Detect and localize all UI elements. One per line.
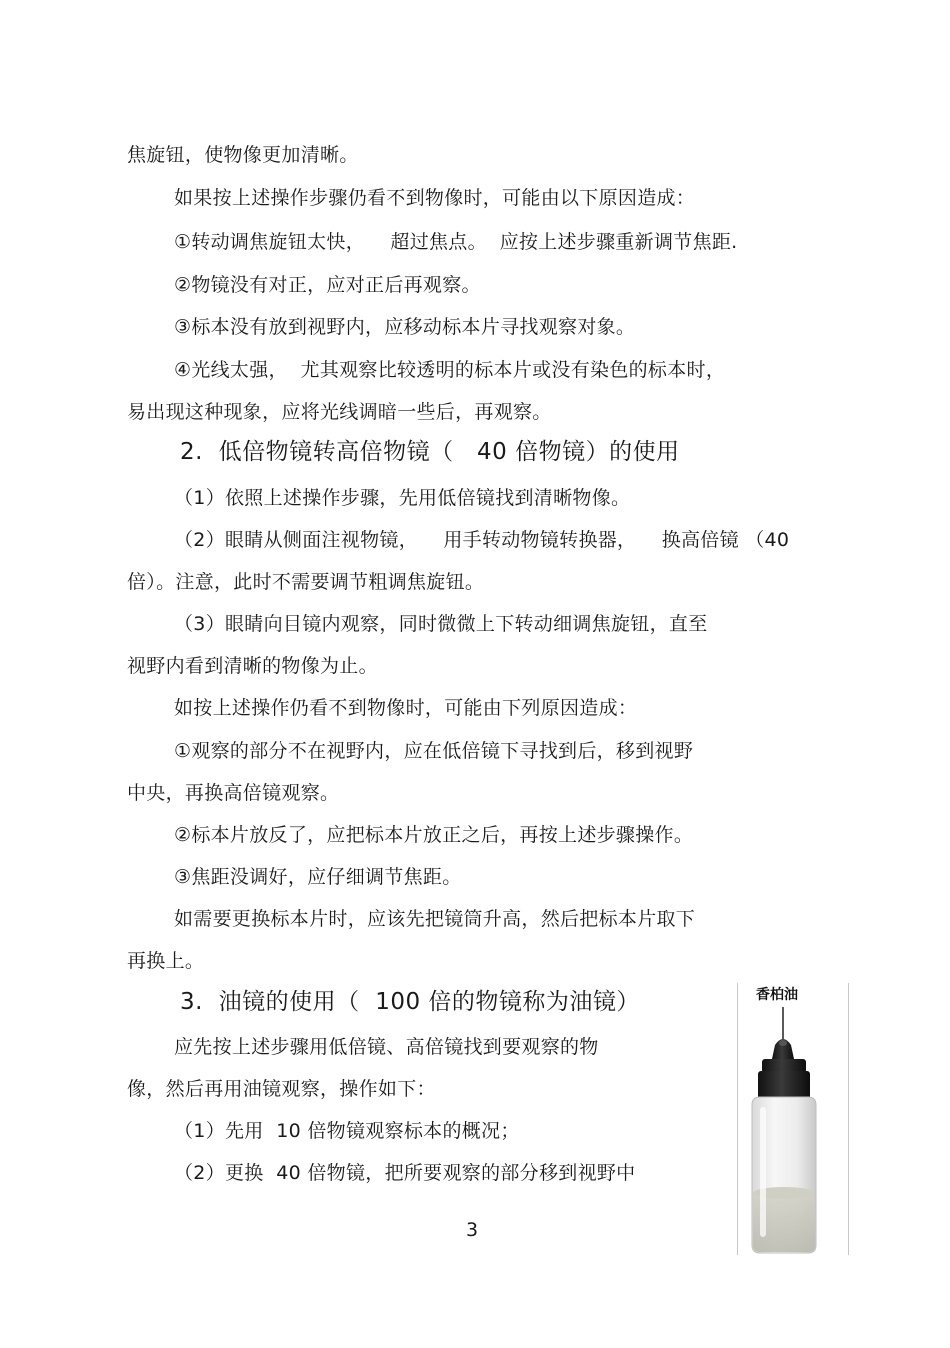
paragraph-line: ①转动调焦旋钮太快， 超过焦点。 应按上述步骤重新调节焦距. — [174, 231, 738, 253]
cedar-oil-figure — [737, 983, 849, 1255]
paragraph-line: （1）依照上述操作步骤，先用低倍镜找到清晰物像。 — [174, 487, 631, 509]
paragraph-line: （3）眼睛向目镜内观察，同时微微上下转动细调焦旋钮，直至 — [174, 613, 708, 635]
paragraph-line: 如果按上述操作步骤仍看不到物像时，可能由以下原因造成： — [174, 187, 696, 209]
paragraph-line: 视野内看到清晰的物像为止。 — [127, 655, 378, 677]
paragraph-line: 应先按上述步骤用低倍镜、高倍镜找到要观察的物 — [174, 1036, 599, 1058]
paragraph-line: 倍）。注意，此时不需要调节粗调焦旋钮。 — [127, 571, 485, 593]
paragraph-line: （2）更换 40 倍物镜，把所要观察的部分移到视野中 — [174, 1162, 636, 1184]
section-heading: 3. 油镜的使用（ 100 倍的物镜称为油镜） — [180, 989, 640, 1015]
paragraph-line: 再换上。 — [127, 950, 205, 972]
paragraph-line: ③焦距没调好，应仔细调节焦距。 — [174, 866, 462, 888]
paragraph-line: ④光线太强， 尤其观察比较透明的标本片或没有染色的标本时， — [174, 359, 726, 381]
paragraph-line: 像，然后再用油镜观察，操作如下： — [127, 1078, 436, 1100]
paragraph-line: ①观察的部分不在视野内，应在低倍镜下寻找到后，移到视野 — [174, 740, 694, 762]
paragraph-line: 如按上述操作仍看不到物像时，可能由下列原因造成： — [174, 697, 638, 719]
section-heading: 2. 低倍物镜转高倍物镜（ 40 倍物镜）的使用 — [180, 439, 680, 465]
paragraph-line: ②标本片放反了，应把标本片放正之后，再按上述步骤操作。 — [174, 824, 694, 846]
paragraph-line: 易出现这种现象，应将光线调暗一些后，再观察。 — [127, 401, 552, 423]
paragraph-line: 中央，再换高倍镜观察。 — [127, 782, 340, 804]
paragraph-line: 焦旋钮，使物像更加清晰。 — [127, 144, 359, 166]
paragraph-line: ②物镜没有对正，应对正后再观察。 — [174, 274, 481, 296]
paragraph-line: （2）眼睛从侧面注视物镜， 用手转动物镜转换器， 换高倍镜 （40 — [174, 529, 790, 551]
paragraph-line: ③标本没有放到视野内，应移动标本片寻找观察对象。 — [174, 316, 636, 338]
paragraph-line: 如需要更换标本片时，应该先把镜筒升高，然后把标本片取下 — [174, 908, 696, 930]
oil-bottle-icon — [738, 983, 848, 1255]
page-number: 3 — [466, 1219, 479, 1241]
paragraph-line: （1）先用 10 倍物镜观察标本的概况； — [174, 1120, 520, 1142]
figure-label: 香柏油 — [756, 987, 798, 1003]
